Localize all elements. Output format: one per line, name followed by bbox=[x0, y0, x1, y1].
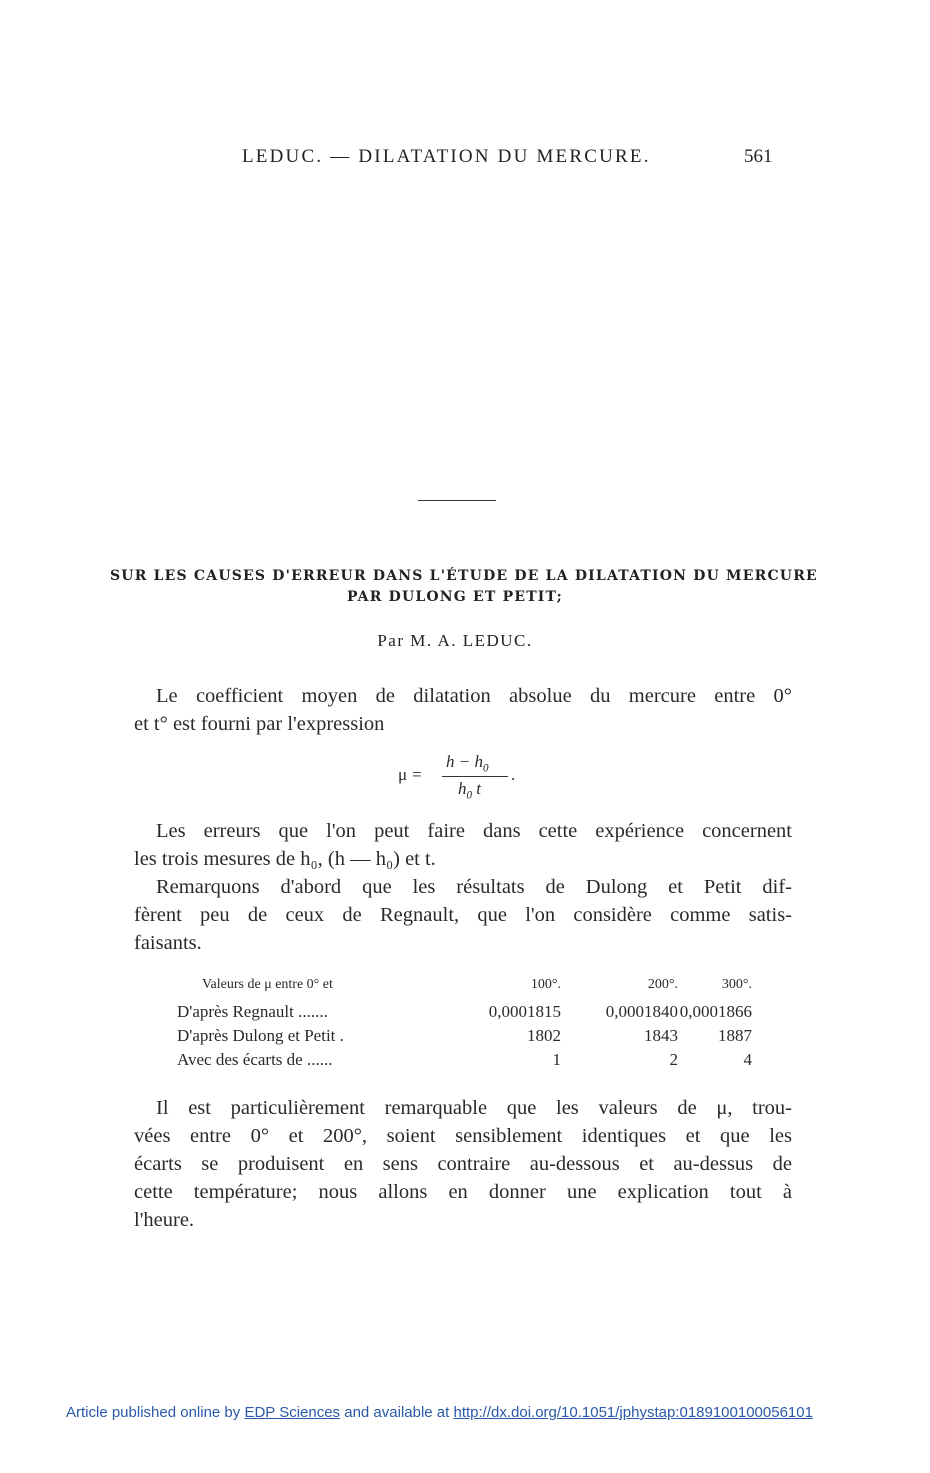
paragraph-1 bbox=[134, 682, 792, 738]
formula-equals: = bbox=[412, 765, 422, 784]
table-cell: 1887 bbox=[718, 1026, 752, 1045]
paragraph-2-line-2: les trois mesures de h₀, (h — h₀) et t. bbox=[134, 848, 436, 870]
paragraph-3-line-1: Remarquons d'abord que les résultats de Dulong et Petit dif- bbox=[156, 876, 792, 898]
table-cell: 0,0001840 bbox=[605, 1002, 678, 1021]
table-row-label: Avec des écarts de ...... bbox=[177, 1050, 333, 1069]
formula-denominator: $h_0$ t bbox=[458, 779, 482, 802]
byline-par: Par bbox=[377, 631, 405, 650]
table-cell: 1843 bbox=[644, 1026, 678, 1045]
section-divider bbox=[418, 500, 496, 501]
paragraph-4-line-2: vées entre 0° et 200°, soient sensiblement identiques et que les bbox=[134, 1125, 792, 1147]
publisher-link[interactable]: EDP Sciences bbox=[244, 1404, 341, 1421]
formula-mu-symbol: μ bbox=[398, 765, 408, 784]
publication-footer bbox=[66, 1404, 813, 1421]
author-byline bbox=[110, 631, 800, 651]
table-row-label: D'après Dulong et Petit . bbox=[177, 1026, 344, 1045]
table-cell: 1802 bbox=[527, 1026, 561, 1045]
table-header-200: 200°. bbox=[647, 977, 678, 992]
paragraph-4-line-1: Il est particulièrement remarquable que les valeurs de μ, trou- bbox=[156, 1097, 792, 1119]
footer-prefix: Article published online by bbox=[66, 1404, 245, 1421]
formula-numerator: $h - h_0$ bbox=[446, 752, 489, 775]
paragraph-3 bbox=[134, 873, 792, 957]
doi-link[interactable]: http://dx.doi.org/10.1051/jphystap:0189100100056101 bbox=[453, 1404, 813, 1421]
paragraph-4 bbox=[134, 1094, 792, 1234]
paragraph-1-line-1: Le coefficient moyen de dilatation absolue du mercure entre 0° bbox=[156, 685, 792, 707]
table-row-label: D'après Regnault ....... bbox=[177, 1002, 328, 1021]
paragraph-1-line-2: et t° est fourni par l'expression bbox=[134, 713, 385, 735]
formula-period: . bbox=[511, 765, 516, 784]
paragraph-4-line-5: l'heure. bbox=[134, 1209, 195, 1231]
paragraph-3-line-2: fèrent peu de ceux de Regnault, que l'on considère comme satis- bbox=[134, 904, 792, 926]
fraction-bar bbox=[442, 776, 508, 777]
paragraph-4-line-3: écarts se produisent en sens contraire au-dessous et au-dessus de bbox=[134, 1153, 792, 1175]
article-title bbox=[110, 566, 818, 608]
page-number: 561 bbox=[744, 146, 773, 167]
table-header-100: 100°. bbox=[530, 977, 561, 992]
table-cell: 1 bbox=[552, 1050, 561, 1069]
table-header-label: Valeurs de μ entre 0° et bbox=[202, 977, 333, 992]
footer-middle: and available at bbox=[340, 1404, 454, 1421]
table-cell: 4 bbox=[743, 1050, 752, 1069]
formula-denominator-subscript: 0 bbox=[466, 789, 473, 802]
table-cell: 2 bbox=[669, 1050, 678, 1069]
table-cell: 0,0001815 bbox=[488, 1002, 561, 1021]
paragraph-2 bbox=[134, 817, 792, 873]
byline-author: M. A. LEDUC. bbox=[410, 631, 533, 650]
paragraph-4-line-4: cette température; nous allons en donner une explication tout à bbox=[134, 1181, 792, 1203]
formula-numerator-subscript: 0 bbox=[482, 762, 489, 775]
table-cell: 0,0001866 bbox=[679, 1002, 752, 1021]
paragraph-3-line-3: faisants. bbox=[134, 932, 202, 954]
article-title-line-2: PAR DULONG ET PETIT; bbox=[346, 589, 564, 605]
running-title: LEDUC. — DILATATION DU MERCURE. bbox=[242, 146, 651, 167]
table-header-300: 300°. bbox=[721, 977, 752, 992]
paragraph-2-line-1: Les erreurs que l'on peut faire dans cette expérience concernent bbox=[156, 820, 792, 842]
article-title-line-1: SUR LES CAUSES D'ERREUR DANS L'ÉTUDE DE LA DILATATION DU MERCURE bbox=[110, 568, 818, 584]
